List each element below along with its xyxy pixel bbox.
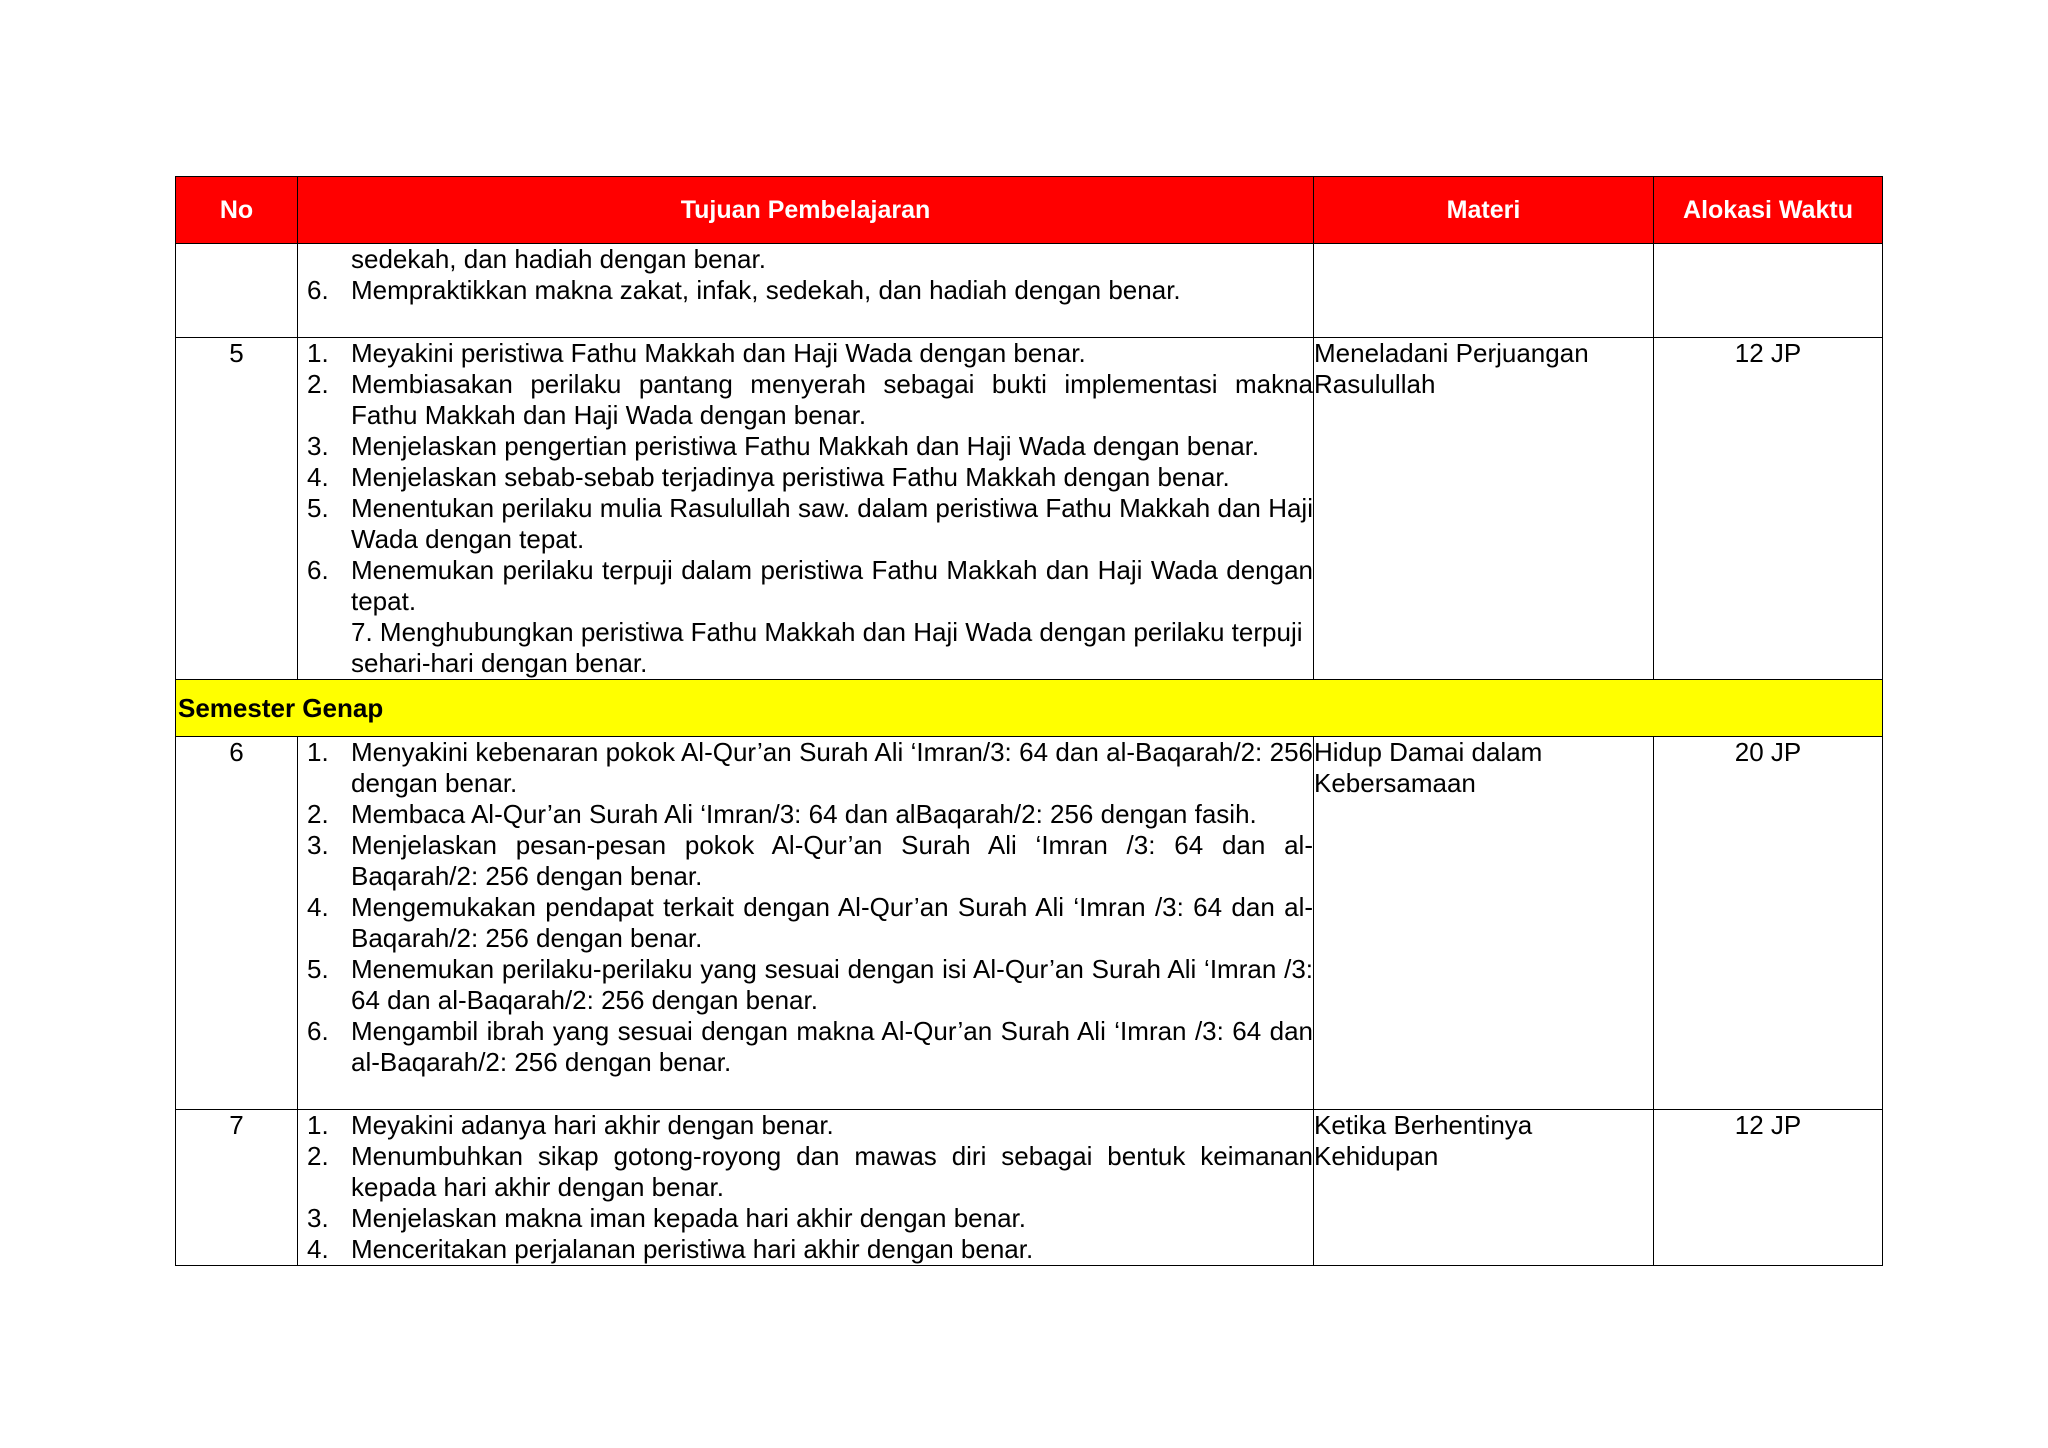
list-item: 4. Menjelaskan sebab-sebab terjadinya peristiwa Fathu Makkah dengan benar. <box>307 462 1230 492</box>
table-row-continuation <box>176 244 1883 338</box>
list-item: 1. Meyakini peristiwa Fathu Makkah dan Haji Wada dengan benar. <box>307 338 1086 368</box>
cell-no: 5 <box>176 338 298 680</box>
cell-materi: Hidup Damai dalam Kebersamaan <box>1314 737 1654 1110</box>
cell-alokasi: 20 JP <box>1654 737 1883 1110</box>
list-item: 5. Menentukan perilaku mulia Rasulullah saw. dalam peristiwa Fathu Makkah dan Haji Wada dengan tepat. <box>307 493 1313 554</box>
table-row-7 <box>176 1110 1883 1266</box>
objective-item-7: 7. Menghubungkan peristiwa Fathu Makkah dan Haji Wada dengan perilaku terpuji sehari-hari dengan benar. <box>351 617 1303 678</box>
list-item: 1. Menyakini kebenaran pokok Al-Qur’an Surah Ali ‘Imran/3: 64 dan al-Baqarah/2: 256 dengan benar. <box>307 737 1313 798</box>
semester-label: Semester Genap <box>176 680 1883 737</box>
cell-tujuan <box>298 244 1314 338</box>
cell-no: 7 <box>176 1110 298 1266</box>
cell-tujuan <box>298 338 1314 680</box>
header-alokasi: Alokasi Waktu <box>1654 177 1883 244</box>
objective-list <box>298 1110 1313 1265</box>
cell-alokasi <box>1654 244 1883 338</box>
table-header-row <box>176 177 1883 244</box>
objective-list <box>298 737 1313 1078</box>
list-item: 6. Menemukan perilaku terpuji dalam peristiwa Fathu Makkah dan Haji Wada dengan tepat. <box>307 555 1313 616</box>
header-materi: Materi <box>1314 177 1654 244</box>
list-item: 3. Menjelaskan makna iman kepada hari akhir dengan benar. <box>307 1203 1026 1233</box>
curriculum-table <box>175 176 1883 1266</box>
cell-materi: Ketika Berhentinya Kehidupan <box>1314 1110 1654 1266</box>
list-item: 2. Menumbuhkan sikap gotong-royong dan mawas diri sebagai bentuk keimanan kepada hari akhir dengan benar. <box>307 1141 1313 1202</box>
cell-materi: Meneladani Perjuangan Rasulullah <box>1314 338 1654 680</box>
header-tujuan: Tujuan Pembelajaran <box>298 177 1314 244</box>
list-item: 4. Mengemukakan pendapat terkait dengan Al-Qur’an Surah Ali ‘Imran /3: 64 dan al-Baqarah/2: 256 dengan benar. <box>307 892 1313 953</box>
list-item: 2. Membaca Al-Qur’an Surah Ali ‘Imran/3: 64 dan alBaqarah/2: 256 dengan fasih. <box>307 799 1257 829</box>
list-item: 6. Mengambil ibrah yang sesuai dengan makna Al-Qur’an Surah Ali ‘Imran /3: 64 dan al-Baqarah/2: 256 dengan benar. <box>307 1016 1313 1077</box>
cell-no: 6 <box>176 737 298 1110</box>
cell-tujuan <box>298 737 1314 1110</box>
continued-text: sedekah, dan hadiah dengan benar. <box>351 244 766 274</box>
table-row-6 <box>176 737 1883 1110</box>
list-item: 4. Menceritakan perjalanan peristiwa hari akhir dengan benar. <box>307 1234 1034 1264</box>
table-row-5 <box>176 338 1883 680</box>
cell-alokasi: 12 JP <box>1654 1110 1883 1266</box>
list-item: 6. Mempraktikkan makna zakat, infak, sedekah, dan hadiah dengan benar. <box>307 275 1181 305</box>
cell-tujuan <box>298 1110 1314 1266</box>
objective-list <box>298 275 1313 306</box>
cell-no <box>176 244 298 338</box>
list-item: 1. Meyakini adanya hari akhir dengan benar. <box>307 1110 834 1140</box>
cell-materi <box>1314 244 1654 338</box>
list-item: 5. Menemukan perilaku-perilaku yang sesuai dengan isi Al-Qur’an Surah Ali ‘Imran /3: 64 dan al-Baqarah/2: 256 dengan benar. <box>307 954 1313 1015</box>
list-item: 3. Menjelaskan pesan-pesan pokok Al-Qur’an Surah Ali ‘Imran /3: 64 dan al-Baqarah/2: 256 dengan benar. <box>307 830 1313 891</box>
objective-list <box>298 338 1313 617</box>
cell-alokasi: 12 JP <box>1654 338 1883 680</box>
list-item: 3. Menjelaskan pengertian peristiwa Fathu Makkah dan Haji Wada dengan benar. <box>307 431 1260 461</box>
semester-row <box>176 680 1883 737</box>
header-no: No <box>176 177 298 244</box>
list-item: 2. Membiasakan perilaku pantang menyerah sebagai bukti implementasi makna Fathu Makkah dan Haji Wada dengan benar. <box>307 369 1313 430</box>
